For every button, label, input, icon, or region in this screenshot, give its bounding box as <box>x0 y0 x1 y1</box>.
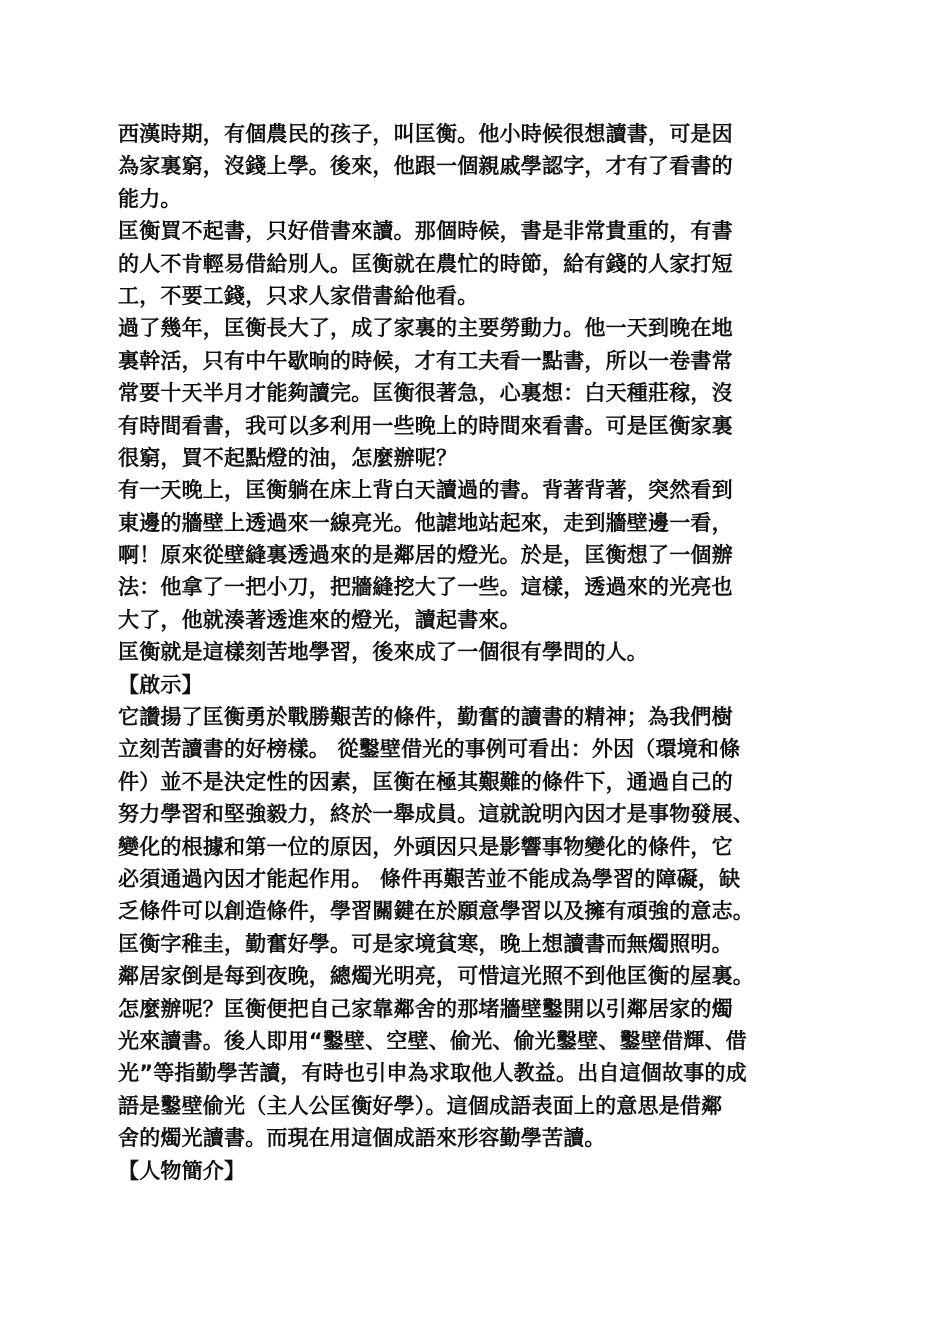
text-line: 啊！原來從壁縫裏透過來的是鄰居的燈光。於是，匡衡想了一個辦 <box>118 543 733 568</box>
document-page <box>118 118 858 1187</box>
text-line: 很窮，買不起點燈的油，怎麼辦呢？ <box>118 445 458 470</box>
text-line: 有時間看書，我可以多利用一些晚上的時間來看書。可是匡衡家裏 <box>118 413 733 438</box>
text-line: 有一天晚上，匡衡躺在床上背白天讀過的書。背著背著，突然看到 <box>118 478 733 503</box>
text-line: 東邊的牆壁上透過來一線亮光。他謔地站起來，走到牆壁邊一看， <box>118 510 733 535</box>
text-line: 大了，他就湊著透進來的燈光，讀起書來。 <box>118 607 521 632</box>
text-line: 怎麼辦呢？匡衡便把自己家靠鄰舍的那堵牆壁鑿開以引鄰居家的燭 <box>118 996 733 1021</box>
text-line: 光來讀書。後人即用“鑿壁、空壁、偷光、偷光鑿壁、鑿壁借輝、借 <box>118 1028 747 1053</box>
text-line: 光”等指勤學苦讀，有時也引申為求取他人教益。出自這個故事的成 <box>118 1061 747 1086</box>
text-line: 必須通過內因才能起作用。 條件再艱苦並不能成為學習的障礙，缺 <box>118 866 741 891</box>
text-line: 匡衡字稚圭，勤奮好學。可是家境貧寒，晚上想讀書而無燭照明。 <box>118 931 733 956</box>
text-line: 它讚揚了匡衡勇於戰勝艱苦的條件，勤奮的讀書的精神；為我們樹 <box>118 705 733 730</box>
text-line: 語是鑿壁偷光（主人公匡衡好學）。這個成語表面上的意思是借鄰 <box>118 1093 723 1118</box>
text-line: 過了幾年，匡衡長大了，成了家裏的主要勞動力。他一天到晚在地 <box>118 316 733 341</box>
text-line: 舍的燭光讀書。而現在用這個成語來形容勤學苦讀。 <box>118 1126 606 1151</box>
text-line: 匡衡買不起書，只好借書來讀。那個時候，書是非常貴重的，有書 <box>118 219 733 244</box>
text-line: 的人不肯輕易借給別人。匡衡就在農忙的時節，給有錢的人家打短 <box>118 251 733 276</box>
text-line: 匡衡就是這樣刻苦地學習，後來成了一個很有學問的人。 <box>118 640 648 665</box>
text-line: 能力。 <box>118 186 182 211</box>
text-line: 鄰居家倒是每到夜晚，總燭光明亮，可惜這光照不到他匡衡的屋裏。 <box>118 964 754 989</box>
text-line: 為家裏窮，沒錢上學。後來，他跟一個親戚學認字，才有了看書的 <box>118 154 733 179</box>
text-line: 法：他拿了一把小刀，把牆縫挖大了一些。這樣，透過來的光亮也 <box>118 575 733 600</box>
text-line: 西漢時期，有個農民的孩子，叫匡衡。他小時候很想讀書，可是因 <box>118 122 733 146</box>
section-heading: 【啟示】 <box>118 672 203 697</box>
text-line: 乏條件可以創造條件，學習關鍵在於願意學習以及擁有頑強的意志。 <box>118 899 754 924</box>
text-line: 件）並不是決定性的因素，匡衡在極其艱難的條件下，通過自己的 <box>118 769 733 794</box>
text-line: 工，不要工錢，只求人家借書給他看。 <box>118 283 479 308</box>
text-line: 裏幹活，只有中午歇晌的時候，才有工夫看一點書，所以一卷書常 <box>118 348 733 373</box>
section-heading: 【人物簡介】 <box>118 1158 246 1183</box>
text-line: 常要十天半月才能夠讀完。匡衡很著急，心裏想：白天種莊稼，沒 <box>118 381 733 406</box>
text-line: 變化的根據和第一位的原因，外頭因只是影響事物變化的條件，它 <box>118 834 733 859</box>
text-line: 立刻苦讀書的好榜樣。 從鑿壁借光的事例可看出：外因（環境和條 <box>118 737 741 762</box>
text-line: 努力學習和堅強毅力，終於一舉成員。這就說明內因才是事物發展、 <box>118 802 754 827</box>
